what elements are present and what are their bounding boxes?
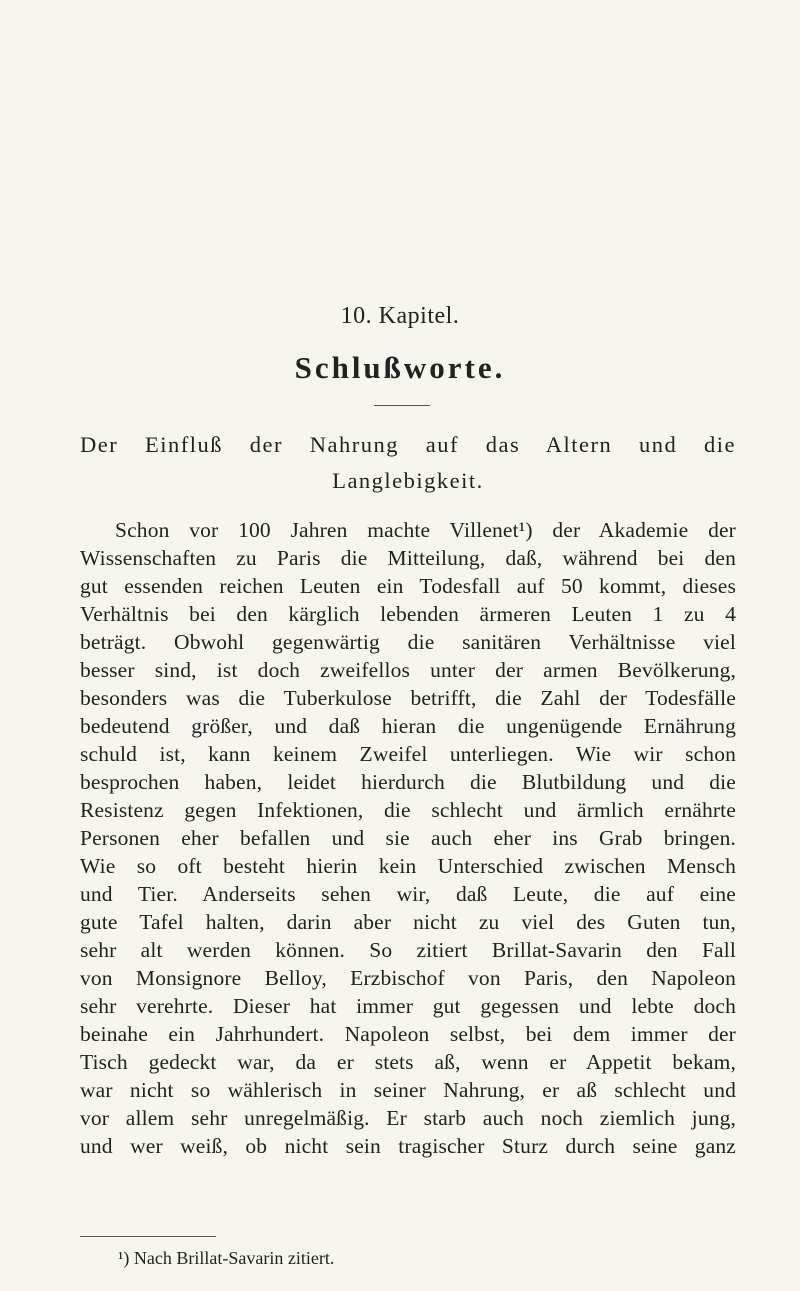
body-line: besser sind, ist doch zweifellos unter der armen Bevölkerung, [80,658,736,682]
body-line: Wie so oft besteht hierin kein Unterschied zwischen Mensch [80,854,736,878]
body-line: Personen eher befallen und sie auch eher ins Grab bringen. [80,826,736,850]
body-line: gute Tafel halten, darin aber nicht zu viel des Guten tun, [80,910,736,934]
body-line: vor allem sehr unregelmäßig. Er starb auch noch ziemlich jung, [80,1106,736,1130]
footnote-divider [80,1236,216,1237]
body-line: sehr alt werden können. So zitiert Brillat-Savarin den Fall [80,938,736,962]
body-line: und wer weiß, ob nicht sein tragischer Sturz durch seine ganz [80,1134,736,1158]
chapter-title: Schlußworte. [294,350,506,385]
body-line: Resistenz gegen Infektionen, die schlecht und ärmlich ernährte [80,798,736,822]
body-line: Wissenschaften zu Paris die Mitteilung, daß, während bei den [80,546,736,570]
body-line: Verhältnis bei den kärglich lebenden ärmeren Leuten 1 zu 4 [80,602,736,626]
body-line: Schon vor 100 Jahren machte Villenet¹) der Akademie der [115,518,736,542]
subtitle-line: Langlebigkeit. [332,468,484,493]
body-line: gut essenden reichen Leuten ein Todesfall auf 50 kommt, dieses [80,574,736,598]
body-line: und Tier. Anderseits sehen wir, daß Leute, die auf eine [80,882,736,906]
body-line: war nicht so wählerisch in seiner Nahrung, er aß schlecht und [80,1078,736,1102]
body-line: besprochen haben, leidet hierdurch die Blutbildung und die [80,770,736,794]
body-line: beinahe ein Jahrhundert. Napoleon selbst, bei dem immer der [80,1022,736,1046]
body-line: besonders was die Tuberkulose betrifft, die Zahl der Todesfälle [80,686,736,710]
chapter-heading: 10. Kapitel. [340,303,460,329]
footnote: ¹) Nach Brillat-Savarin zitiert. [118,1248,335,1268]
body-line: beträgt. Obwohl gegenwärtig die sanitären Verhältnisse viel [80,630,736,654]
title-divider [374,405,430,406]
body-paragraph [80,516,736,1160]
subtitle-line: Der Einfluß der Nahrung auf das Altern und die [80,432,736,457]
body-line: schuld ist, kann keinem Zweifel unterliegen. Wie wir schon [80,742,736,766]
section-subtitle [80,427,736,499]
body-line: sehr verehrte. Dieser hat immer gut gegessen und lebte doch [80,994,736,1018]
body-line: bedeutend größer, und daß hieran die ungenügende Ernährung [80,714,736,738]
body-line: von Monsignore Belloy, Erzbischof von Paris, den Napoleon [80,966,736,990]
body-line: Tisch gedeckt war, da er stets aß, wenn er Appetit bekam, [80,1050,736,1074]
